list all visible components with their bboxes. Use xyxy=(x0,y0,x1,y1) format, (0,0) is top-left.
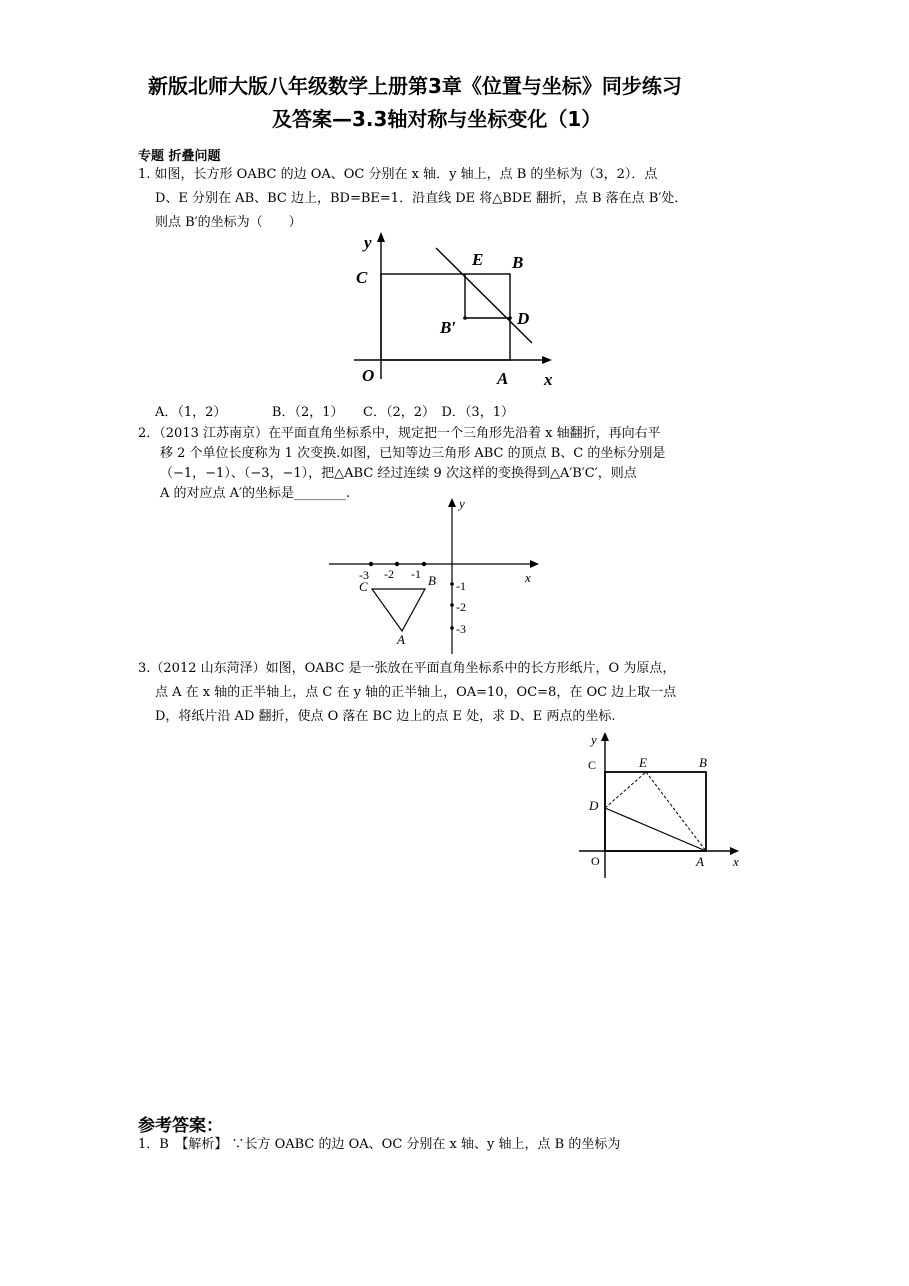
section-heading: 专题 折叠问题 xyxy=(138,149,221,164)
page-title-line2: 及答案—3.3轴对称与坐标变化（1） xyxy=(272,107,602,131)
q3-label-b: B xyxy=(699,755,707,770)
q1-figure xyxy=(340,226,570,394)
q2-tick-y-neg1: -1 xyxy=(456,579,466,593)
q1-label-x: x xyxy=(544,370,553,389)
q1-line-1: 1. 如图，长方形 OABC 的边 OA、OC 分别在 x 轴．y 轴上，点 B 的坐标为（3，2）．点 xyxy=(138,167,658,182)
q2-label-c: C xyxy=(359,579,368,594)
page-title-line1: 新版北师大版八年级数学上册第3章《位置与坐标》同步练习 xyxy=(148,74,682,98)
q1-label-c: C xyxy=(356,268,368,287)
q3-line-3: D，将纸片沿 AD 翻折，使点 O 落在 BC 边上的点 E 处，求 D、E 两点的坐标. xyxy=(155,709,616,724)
q3-label-a: A xyxy=(696,854,704,869)
q2-figure xyxy=(325,494,545,656)
q1-label-a: A xyxy=(497,369,509,388)
q3-label-e: E xyxy=(639,755,647,770)
q2-label-x: x xyxy=(525,570,531,585)
q3-label-y: y xyxy=(591,732,597,747)
q2-label-y: y xyxy=(459,496,465,511)
q1-label-d: D xyxy=(517,309,530,328)
q1-label-b: B xyxy=(512,253,524,272)
q2-tick-neg1: -1 xyxy=(411,567,421,581)
q2-line-4: A 的对应点 A′的坐标是________. xyxy=(160,486,351,501)
q2-tick-y-neg3: -3 xyxy=(456,622,466,636)
q3-label-d: D xyxy=(589,798,599,813)
q1-line-3: 则点 B′的坐标为（ ） xyxy=(155,215,302,230)
q2-line-3: （−1，−1）、（−3，−1），把△ABC 经过连续 9 次这样的变换得到△A′B′C′，则点 xyxy=(160,466,637,481)
q1-options: A．（1，2） B．（2，1） C．（2，2） D．（3，1） xyxy=(155,405,514,420)
q1-label-y: y xyxy=(364,233,372,252)
q2-tick-neg3: -3 xyxy=(359,568,369,582)
q2-line-2: 移 2 个单位长度称为 1 次变换.如图，已知等边三角形 ABC 的顶点 B、C 的坐标分别是 xyxy=(160,446,666,461)
q3-label-o: O xyxy=(591,854,600,868)
q3-line-1: 3.（2012 山东菏泽）如图，OABC 是一张放在平面直角坐标系中的长方形纸片，O 为原点， xyxy=(138,661,676,676)
q3-label-x: x xyxy=(733,854,739,869)
q3-label-c: C xyxy=(588,758,597,772)
q3-figure xyxy=(575,728,750,880)
answers-title: 参考答案： xyxy=(138,1116,223,1136)
q2-tick-y-neg2: -2 xyxy=(456,600,466,614)
answer-line-1: 1．B 【解析】 ∵长方 OABC 的边 OA、OC 分别在 x 轴、y 轴上，点 B 的坐标为 xyxy=(138,1137,621,1152)
q2-label-b: B xyxy=(428,573,436,588)
q3-line-2: 点 A 在 x 轴的正半轴上，点 C 在 y 轴的正半轴上，OA=10，OC=8，在 OC 边上取一点 xyxy=(155,685,677,700)
q2-tick-neg2: -2 xyxy=(384,567,394,581)
q1-label-e: E xyxy=(472,250,484,269)
q1-label-bprime: B′ xyxy=(440,318,457,337)
q1-line-2: D、E 分别在 AB、BC 边上，BD=BE=1．沿直线 DE 将△BDE 翻折，点 B 落在点 B′处． xyxy=(155,191,688,206)
q1-label-o: O xyxy=(362,366,375,385)
q2-line-1: 2．（2013 江苏南京）在平面直角坐标系中，规定把一个三角形先沿着 x 轴翻折，再向右平 xyxy=(138,426,661,441)
q2-label-a: A xyxy=(397,632,405,647)
